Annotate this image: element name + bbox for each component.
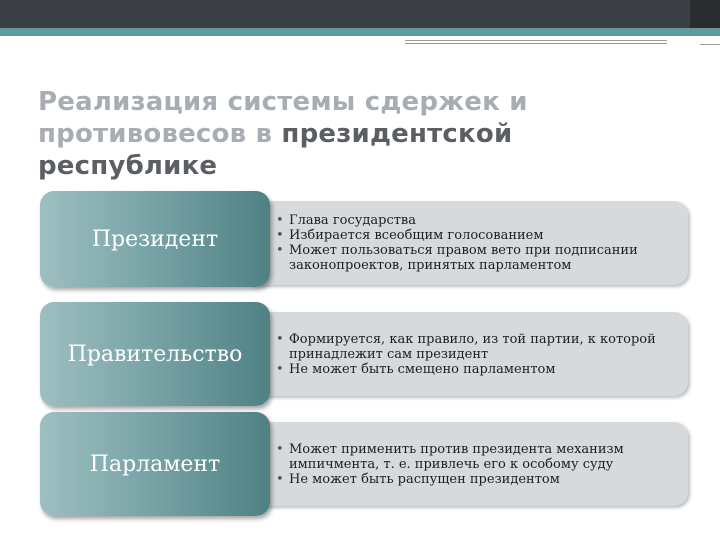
bullet-item: • Может пользоваться правом вето при подписании законопроектов, принятых парламентом — [276, 243, 674, 273]
row-government-description — [250, 312, 688, 396]
row-president-label: Президент — [91, 226, 219, 252]
slide-title — [38, 86, 698, 182]
bullet-list — [276, 332, 674, 377]
bullet-item: • Глава государства — [276, 213, 674, 228]
row-parliament-label: Парламент — [89, 451, 221, 477]
row-government-tile — [40, 302, 270, 406]
title-line-2b: президентской республике — [38, 119, 513, 181]
row-president-tile — [40, 191, 270, 287]
accent-band — [0, 28, 720, 36]
top-bar-corner — [690, 0, 720, 28]
title-line-1: Реализация системы сдержек и — [38, 87, 528, 117]
row-government-label: Правительство — [67, 341, 243, 367]
decor-rule-3 — [700, 44, 720, 45]
top-bar — [0, 0, 720, 28]
bullet-item: • Не может быть смещено парламентом — [276, 362, 674, 377]
title-line-2a: противовесов в — [38, 119, 282, 149]
row-parliament-tile — [40, 412, 270, 516]
decor-rule-1 — [405, 40, 667, 41]
row-president — [0, 191, 720, 287]
bullet-item: • Формируется, как правило, из той партии, к которой принадлежит сам президент — [276, 332, 674, 362]
row-parliament — [0, 412, 720, 516]
decor-rule-2 — [405, 43, 667, 44]
bullet-list — [276, 442, 674, 487]
bullet-item: • Избирается всеобщим голосованием — [276, 228, 674, 243]
row-president-description — [250, 201, 688, 285]
bullet-item: • Не может быть распущен президентом — [276, 472, 674, 487]
row-government — [0, 302, 720, 406]
row-parliament-description — [250, 422, 688, 506]
bullet-list — [276, 213, 674, 273]
bullet-item: • Может применить против президента механизм импичмента, т. е. привлечь его к особому суду — [276, 442, 674, 472]
